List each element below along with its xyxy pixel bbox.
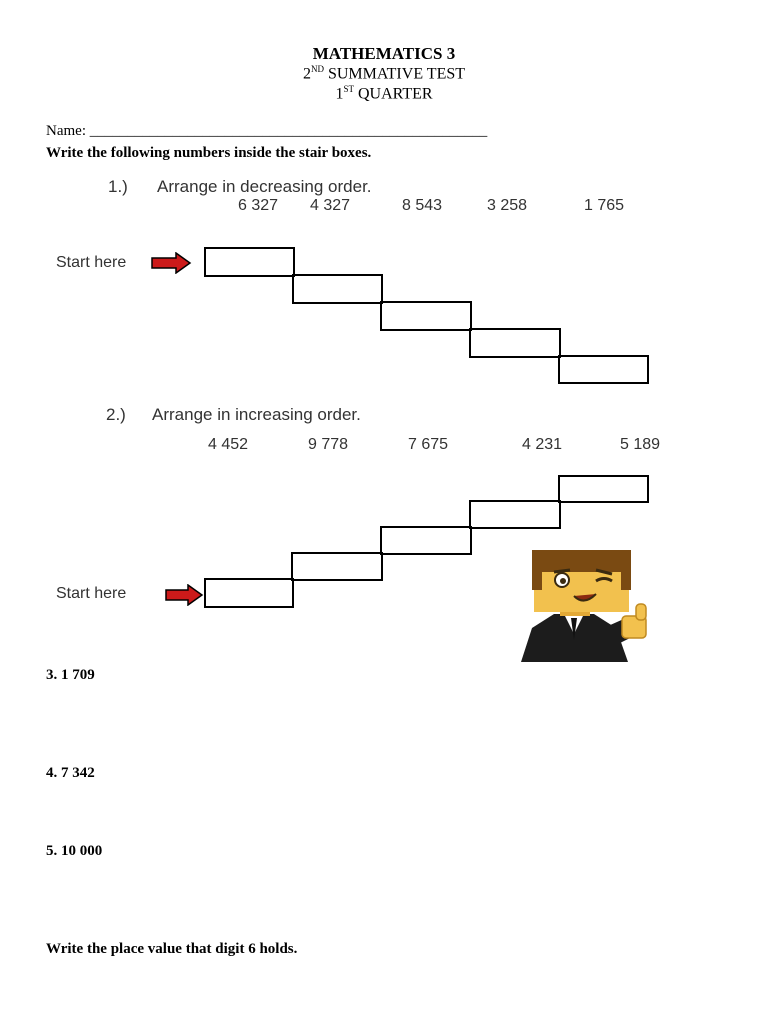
name-line[interactable]: _____________________________________________________ [89, 123, 488, 139]
subtitle-text: SUMMATIVE TEST [323, 65, 466, 83]
q2-start-label: Start here [56, 585, 127, 602]
name-label: Name: [46, 123, 86, 139]
q2-number: 4 231 [522, 436, 563, 453]
cartoon-man-thumbs-up-icon [518, 548, 658, 663]
right-arrow-icon [164, 584, 206, 606]
instruction-stairs: Write the following numbers inside the stair boxes. [46, 145, 372, 161]
q1-stair-box[interactable] [558, 355, 649, 384]
q2-number: 4 452 [208, 436, 249, 453]
q1-number: 4 327 [310, 197, 351, 214]
item-5: 5. 10 000 [46, 843, 103, 859]
subtitle-number: 2 [302, 65, 311, 83]
q1-stair-box[interactable] [469, 328, 561, 358]
q2-instruction: Arrange in increasing order. [152, 405, 361, 424]
instruction-place-value: Write the place value that digit 6 holds. [46, 941, 298, 957]
q1-number: 6 327 [238, 197, 279, 214]
q1-start-label: Start here [56, 254, 127, 271]
test-title: MATHEMATICS 3 [312, 44, 456, 63]
q2-stair-box[interactable] [558, 475, 649, 503]
quarter-text: QUARTER [353, 85, 433, 103]
q2-number: 7 675 [408, 436, 449, 453]
right-arrow-icon [150, 252, 194, 274]
q1-number: 1 765 [584, 197, 625, 214]
q1-stair-box[interactable] [292, 274, 383, 304]
q1-instruction: Arrange in decreasing order. [157, 177, 372, 196]
subtitle-superscript: ND [310, 64, 324, 74]
q2-label: 2.) [106, 405, 126, 424]
test-quarter [0, 84, 768, 103]
q1-stair-box[interactable] [380, 301, 472, 331]
name-field [46, 123, 487, 140]
q1-label: 1.) [108, 177, 128, 196]
q2-stair-box[interactable] [204, 578, 294, 608]
test-subtitle [0, 64, 768, 83]
item-4: 4. 7 342 [46, 765, 95, 781]
q2-stair-box[interactable] [469, 500, 561, 529]
q2-stair-box[interactable] [291, 552, 383, 581]
q2-number: 9 778 [308, 436, 349, 453]
quarter-superscript: ST [343, 84, 354, 94]
q1-number: 8 543 [402, 197, 443, 214]
quarter-number: 1 [335, 85, 344, 103]
q2-number: 5 189 [620, 436, 661, 453]
q1-stair-box[interactable] [204, 247, 295, 277]
q2-stair-box[interactable] [380, 526, 472, 555]
item-3: 3. 1 709 [46, 667, 95, 683]
q1-number: 3 258 [487, 197, 528, 214]
